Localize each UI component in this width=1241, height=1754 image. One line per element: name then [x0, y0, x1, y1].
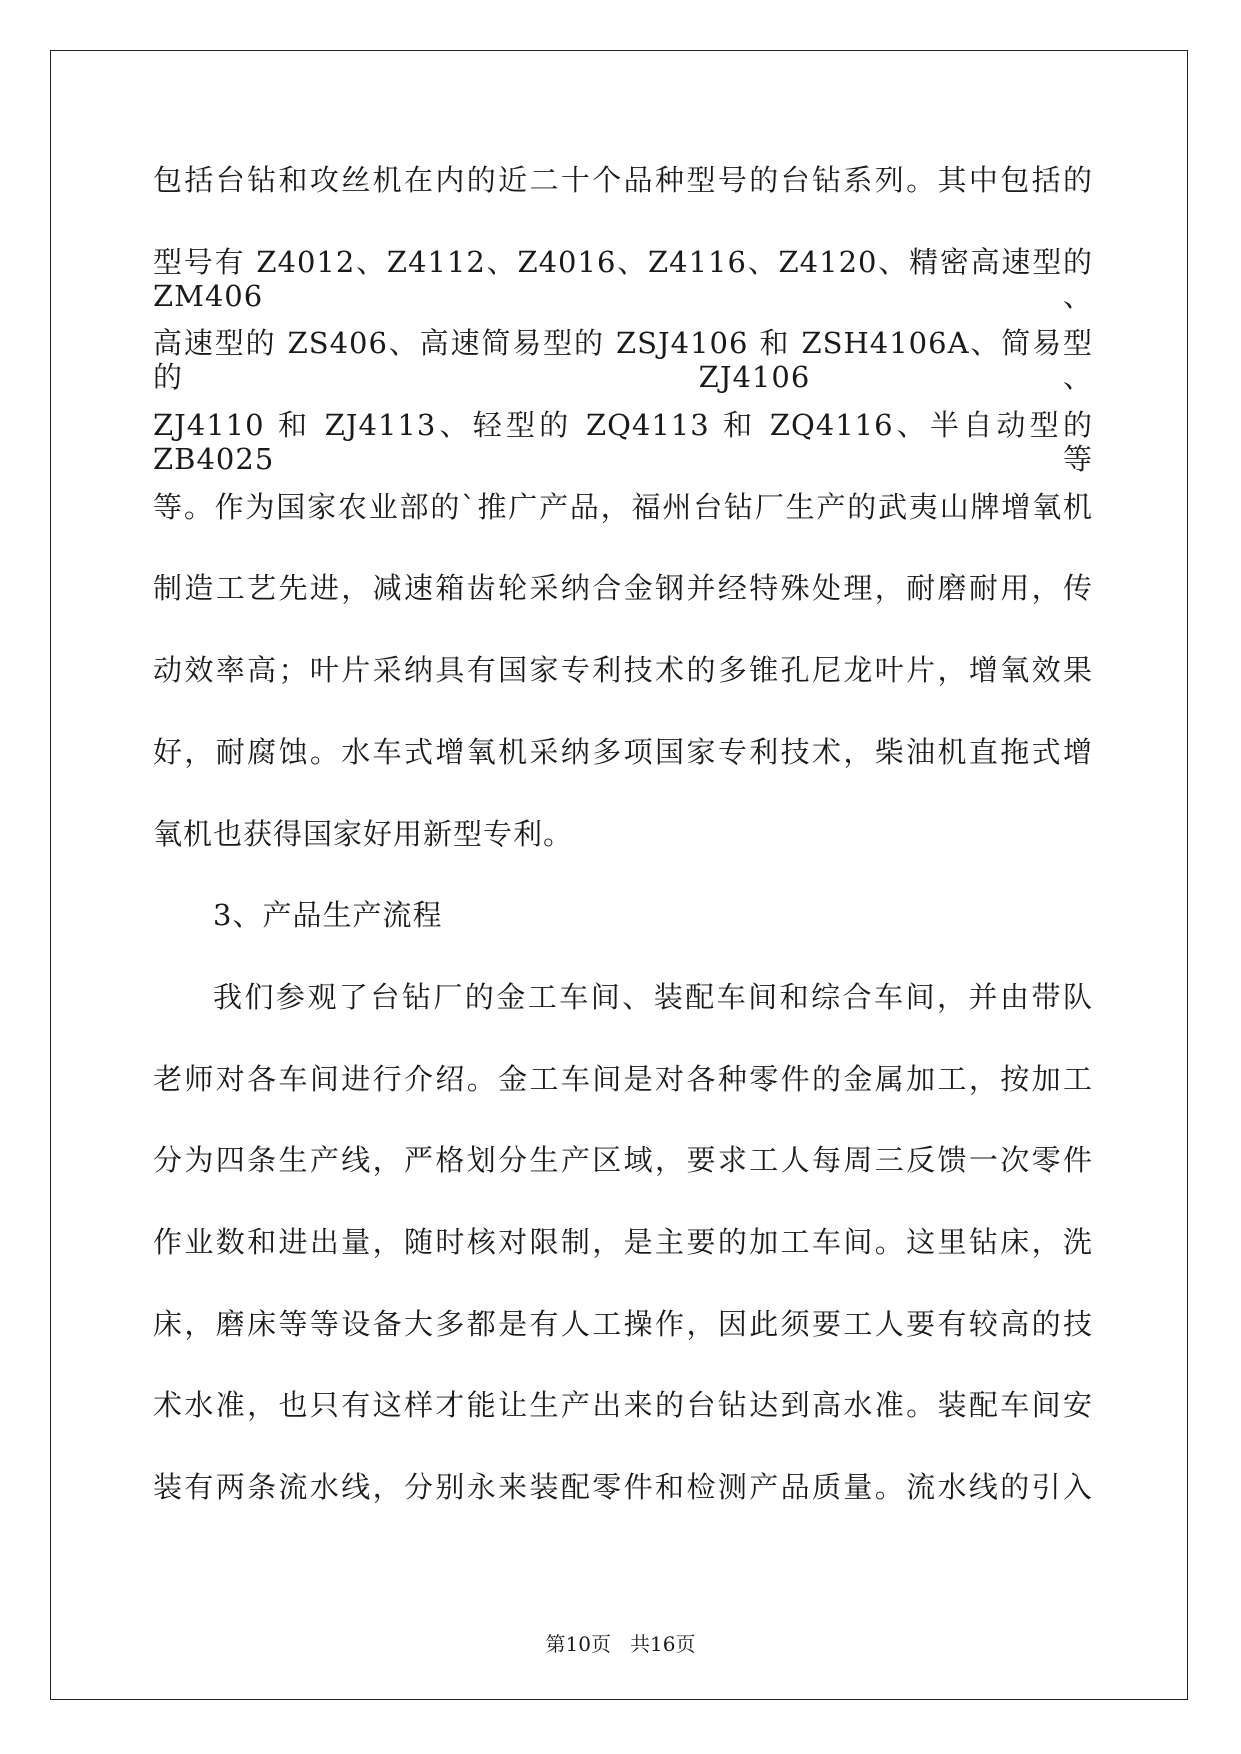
section-heading: 3、产品生产流程: [213, 898, 443, 933]
page-footer: [0, 1628, 1241, 1657]
text-line: 包括台钻和攻丝机在内的近二十个品种型号的台钻系列。其中包括的: [153, 163, 1093, 197]
text-line: 动效率高；叶片采纳具有国家专利技术的多锥孔尼龙叶片，增氧效果: [153, 653, 1093, 688]
text-line: 好，耐腐蚀。水车式增氧机采纳多项国家专利技术，柴油机直拖式增: [153, 734, 1093, 769]
text-line: 我们参观了台钻厂的金工车间、装配车间和综合车间，并由带队: [213, 979, 1093, 1014]
text-line: ZJ4110 和 ZJ4113、轻型的 ZQ4113 和 ZQ4116、半自动型的 ZB4025 等: [153, 408, 1093, 477]
text-line: 装有两条流水线，分别永来装配零件和检测产品质量。流水线的引入: [153, 1470, 1093, 1504]
document-body: [153, 163, 1093, 1552]
text-line: 型号有 Z4012、Z4112、Z4016、Z4116、Z4120、精密高速型的 ZM406、: [153, 244, 1093, 313]
text-line: 床，磨床等等设备大多都是有人工操作，因此须要工人要有较高的技: [153, 1306, 1093, 1341]
text-line: 术水准，也只有这样才能让生产出来的台钻达到高水准。装配车间安: [153, 1388, 1093, 1423]
text-line: 老师对各车间进行介绍。金工车间是对各种零件的金属加工，按加工: [153, 1061, 1093, 1096]
page-total: 共16页: [630, 1632, 696, 1656]
text-line: 制造工艺先进，减速箱齿轮采纳合金钢并经特殊处理，耐磨耐用，传: [153, 571, 1093, 606]
text-line: 作业数和进出量，随时核对限制，是主要的加工车间。这里钻床，洗: [153, 1224, 1093, 1259]
text-line: 氧机也获得国家好用新型专利。: [153, 816, 574, 851]
text-line: 高速型的 ZS406、高速简易型的 ZSJ4106 和 ZSH4106A、简易型的 ZJ4106、: [153, 326, 1093, 395]
page-number: 第10页: [545, 1632, 611, 1656]
text-line: 等。作为国家农业部的`推广产品，福州台钻厂生产的武夷山牌增氧机: [153, 489, 1093, 524]
text-line: 分为四条生产线，严格划分生产区域，要求工人每周三反馈一次零件: [153, 1143, 1093, 1178]
